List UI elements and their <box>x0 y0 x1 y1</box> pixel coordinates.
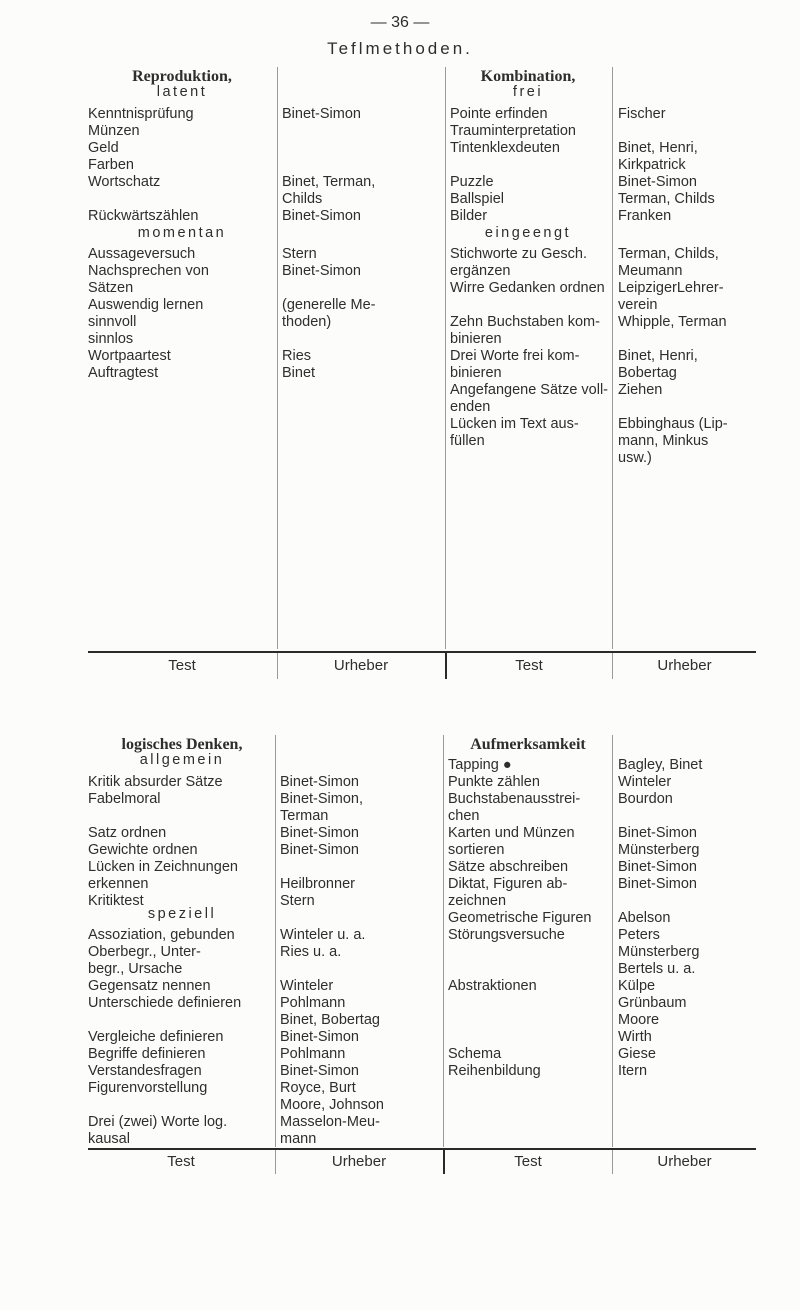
section2-left-subtitle2: speziell <box>147 906 217 922</box>
divider-s2-c <box>612 735 613 1147</box>
section1-right-row2-test: Stichworte zu Gesch. <box>450 246 587 262</box>
section1-left-subtitle2: momentan <box>137 225 227 241</box>
section1-right-row2-author: Bobertag <box>618 365 677 381</box>
section1-left-row2-author: (generelle Me- <box>282 297 376 313</box>
section2-right-row-author: Münsterberg <box>618 842 700 858</box>
page-number: — 36 — <box>370 14 430 31</box>
section1-left-row2-test: Aussageversuch <box>88 246 196 262</box>
section2-right-row-test: Störungsversuche <box>448 927 565 943</box>
section1-left-row2-test: Nachsprechen von <box>88 263 209 279</box>
divider-s2-a <box>275 735 276 1147</box>
section1-left-row2-test: Sätzen <box>88 280 134 296</box>
section1-right-row-test: Trauminterpretation <box>450 123 576 139</box>
section2-right-row-author: Bagley, Binet <box>618 757 703 773</box>
section1-right-row2-author: Ziehen <box>618 382 663 398</box>
section1-right-row2-test: Angefangene Sätze voll- <box>450 382 608 398</box>
section1-left-row-test: Farben <box>88 157 134 173</box>
section2-left-row-test: Kritiktest <box>88 893 144 909</box>
section1-right-row-author: Terman, Childs <box>618 191 715 207</box>
section2-left-row-test: Satz ordnen <box>88 825 167 841</box>
section1-right-row2-test: füllen <box>450 433 485 449</box>
section1-right-row2-author: usw.) <box>618 450 652 466</box>
section2-left-row2-author: Ries u. a. <box>280 944 342 960</box>
section1-right-row2-test: binieren <box>450 331 502 347</box>
section1-right-row-test: Pointe erfinden <box>450 106 548 122</box>
s2-footer-author-right: Urheber <box>657 1153 712 1170</box>
section2-right-row-author: Wirth <box>618 1029 652 1045</box>
section1-right-row2-test: Drei Worte frei kom- <box>450 348 580 364</box>
section2-right-row-test: Punkte zählen <box>448 774 540 790</box>
section1-left-row-test: Münzen <box>88 123 140 139</box>
section2-right-row-test: zeichnen <box>448 893 507 909</box>
section1-right-row-author: Binet, Henri, <box>618 140 698 156</box>
section1-right-row2-author: verein <box>618 297 658 313</box>
s1-footer-test-left: Test <box>168 657 196 674</box>
section2-right-row-author: Bourdon <box>618 791 673 807</box>
section2-left-row2-author: Binet-Simon <box>280 1063 359 1079</box>
section1-left-row2-test: Wortpaartest <box>88 348 171 364</box>
section1-right-row2-author: Whipple, Terman <box>618 314 727 330</box>
rule-s2-footer <box>88 1148 756 1150</box>
section1-left-row2-author: Binet-Simon <box>282 263 361 279</box>
section2-left-row2-author: Royce, Burt <box>280 1080 356 1096</box>
section1-right-subtitle2: eingeengt <box>484 225 572 241</box>
section2-left-row2-test: Unterschiede definieren <box>88 995 242 1011</box>
section1-left-row2-test: Auswendig lernen <box>88 297 204 313</box>
s2-footer-test-right: Test <box>514 1153 542 1170</box>
section1-left-row-test: Wortschatz <box>88 174 161 190</box>
section2-right-row-test: Abstraktionen <box>448 978 537 994</box>
page-heading: Teflmethoden. <box>327 39 473 58</box>
section1-left-row-test: Geld <box>88 140 119 156</box>
section1-left-row-author: Binet-Simon <box>282 106 361 122</box>
section2-right-row-author: Binet-Simon <box>618 876 697 892</box>
section1-right-row2-author: Ebbinghaus (Lip- <box>618 416 728 432</box>
section2-right-row-test: Sätze abschreiben <box>448 859 569 875</box>
divider-s2-b <box>443 735 444 1147</box>
section2-left-row-author: Binet-Simon <box>280 774 359 790</box>
section2-right-row-test: Buchstabenausstrei- <box>448 791 581 807</box>
section1-right-row2-author: Binet, Henri, <box>618 348 698 364</box>
section2-left-row2-test: Verstandesfragen <box>88 1063 202 1079</box>
section2-right-row-author: Külpe <box>618 978 656 994</box>
section1-right-row-author: Binet-Simon <box>618 174 697 190</box>
section2-left-row-test: Gewichte ordnen <box>88 842 198 858</box>
section1-left-row-test: Kenntnisprüfung <box>88 106 194 122</box>
section2-left-row-author: Stern <box>280 893 315 909</box>
section1-left-row-author: Childs <box>282 191 323 207</box>
rule-s1-footer <box>88 651 756 653</box>
section1-right-title: Kombination, <box>480 68 576 85</box>
section1-left-row2-test: sinnlos <box>88 331 134 347</box>
divider-s1-b <box>445 67 446 649</box>
section2-left-row2-author: Masselon-Meu- <box>280 1114 380 1130</box>
section1-right-row2-test: ergänzen <box>450 263 511 279</box>
section1-left-row-author: Binet-Simon <box>282 208 361 224</box>
section1-left-row-author: Binet, Terman, <box>282 174 376 190</box>
section2-left-row2-test: Gegensatz nennen <box>88 978 211 994</box>
divider-s1-a <box>277 67 278 649</box>
section2-right-title: Aufmerksamkeit <box>470 736 586 753</box>
section2-right-row-test: Schema <box>448 1046 502 1062</box>
section2-left-row2-author: mann <box>280 1131 317 1147</box>
section2-left-row-test: Kritik absurder Sätze <box>88 774 223 790</box>
s2-footer-author-left: Urheber <box>331 1153 387 1170</box>
section1-left-row2-author: Ries <box>282 348 312 364</box>
section2-right-row-test: Karten und Münzen <box>448 825 575 841</box>
section2-right-row-author: Giese <box>618 1046 656 1062</box>
section1-right-row2-test: Lücken im Text aus- <box>450 416 579 432</box>
divider-s1-c <box>612 67 613 649</box>
section1-right-row-author: Kirkpatrick <box>618 157 686 173</box>
section2-left-row-author: Terman <box>280 808 329 824</box>
section2-left-row-author: Binet-Simon, <box>280 791 364 807</box>
section2-left-row-author: Binet-Simon <box>280 825 359 841</box>
section2-right-row-author: Abelson <box>618 910 671 926</box>
section2-left-row-test: erkennen <box>88 876 149 892</box>
section2-right-row-author: Moore <box>618 1012 660 1028</box>
section1-right-row2-author: LeipzigerLehrer- <box>618 280 724 296</box>
section2-left-row2-test: Drei (zwei) Worte log. <box>88 1114 228 1130</box>
section2-left-row-test: Lücken in Zeichnungen <box>88 859 238 875</box>
section1-right-row-test: Bilder <box>450 208 488 224</box>
section1-left-row2-author: Binet <box>282 365 316 381</box>
section2-left-row2-test: Begriffe definieren <box>88 1046 206 1062</box>
section1-right-row2-test: Wirre Gedanken ordnen <box>450 280 605 296</box>
section1-right-row2-author: Meumann <box>618 263 683 279</box>
section2-left-row2-test: Oberbegr., Unter- <box>88 944 201 960</box>
section2-right-row-author: Münsterberg <box>618 944 700 960</box>
section1-right-subtitle: frei <box>512 84 544 100</box>
section2-right-row-test: Tapping ● <box>448 757 512 773</box>
section1-right-row2-author: mann, Minkus <box>618 433 709 449</box>
section1-right-row-test: Puzzle <box>450 174 494 190</box>
section1-left-row-test: Rückwärtszählen <box>88 208 199 224</box>
section2-left-row2-test: kausal <box>88 1131 130 1147</box>
section1-left-row2-test: Auftragtest <box>88 365 159 381</box>
section2-right-row-author: Grünbaum <box>618 995 687 1011</box>
section2-left-row-author: Heilbronner <box>280 876 355 892</box>
section2-left-row2-test: Figurenvorstellung <box>88 1080 208 1096</box>
section1-right-row2-test: binieren <box>450 365 502 381</box>
section2-right-row-author: Peters <box>618 927 660 943</box>
section1-right-row2-test: Zehn Buchstaben kom- <box>450 314 600 330</box>
section2-left-row-author: Binet-Simon <box>280 842 359 858</box>
section2-left-row2-author: Pohlmann <box>280 995 346 1011</box>
section1-right-row-test: Tintenklexdeuten <box>450 140 560 156</box>
section2-left-subtitle: allgemein <box>139 752 225 768</box>
section2-right-row-test: Diktat, Figuren ab- <box>448 876 568 892</box>
section1-right-row2-author: Terman, Childs, <box>618 246 719 262</box>
section1-right-row-test: Ballspiel <box>450 191 504 207</box>
s1-footer-author-left: Urheber <box>333 657 389 674</box>
section1-left-title: Reproduktion, <box>132 68 232 85</box>
section1-right-row2-test: enden <box>450 399 491 415</box>
s1-footer-test-right: Test <box>515 657 543 674</box>
section2-right-row-author: Itern <box>618 1063 648 1079</box>
section2-left-row2-test: Vergleiche definieren <box>88 1029 224 1045</box>
section1-left-row2-author: thoden) <box>282 314 332 330</box>
section1-left-row2-test: sinnvoll <box>88 314 137 330</box>
section2-left-row2-test: Assoziation, gebunden <box>88 927 235 943</box>
section2-left-row2-author: Binet-Simon <box>280 1029 359 1045</box>
section2-right-row-test: Geometrische Figuren <box>448 910 592 926</box>
section2-right-row-test: Reihenbildung <box>448 1063 541 1079</box>
section2-left-row-test: Fabelmoral <box>88 791 161 807</box>
s1-footer-author-right: Urheber <box>657 657 712 674</box>
section2-left-title: logisches Denken, <box>121 736 243 753</box>
section2-right-row-author: Bertels u. a. <box>618 961 696 977</box>
section2-right-row-test: chen <box>448 808 480 824</box>
section1-right-row-author: Fischer <box>618 106 666 122</box>
section2-left-row2-author: Winteler <box>280 978 334 994</box>
section1-left-row2-author: Stern <box>282 246 317 262</box>
section2-right-row-author: Binet-Simon <box>618 859 697 875</box>
section2-right-row-test: sortieren <box>448 842 505 858</box>
section2-left-row2-author: Pohlmann <box>280 1046 346 1062</box>
section2-right-row-author: Binet-Simon <box>618 825 697 841</box>
section2-left-row2-test: begr., Ursache <box>88 961 183 977</box>
section2-left-row2-author: Winteler u. a. <box>280 927 366 943</box>
section1-left-subtitle: latent <box>156 84 208 100</box>
section2-right-row-author: Winteler <box>618 774 672 790</box>
section1-right-row-author: Franken <box>618 208 672 224</box>
s2-footer-test-left: Test <box>167 1153 195 1170</box>
section2-left-row2-author: Moore, Johnson <box>280 1097 384 1113</box>
section2-left-row2-author: Binet, Bobertag <box>280 1012 380 1028</box>
